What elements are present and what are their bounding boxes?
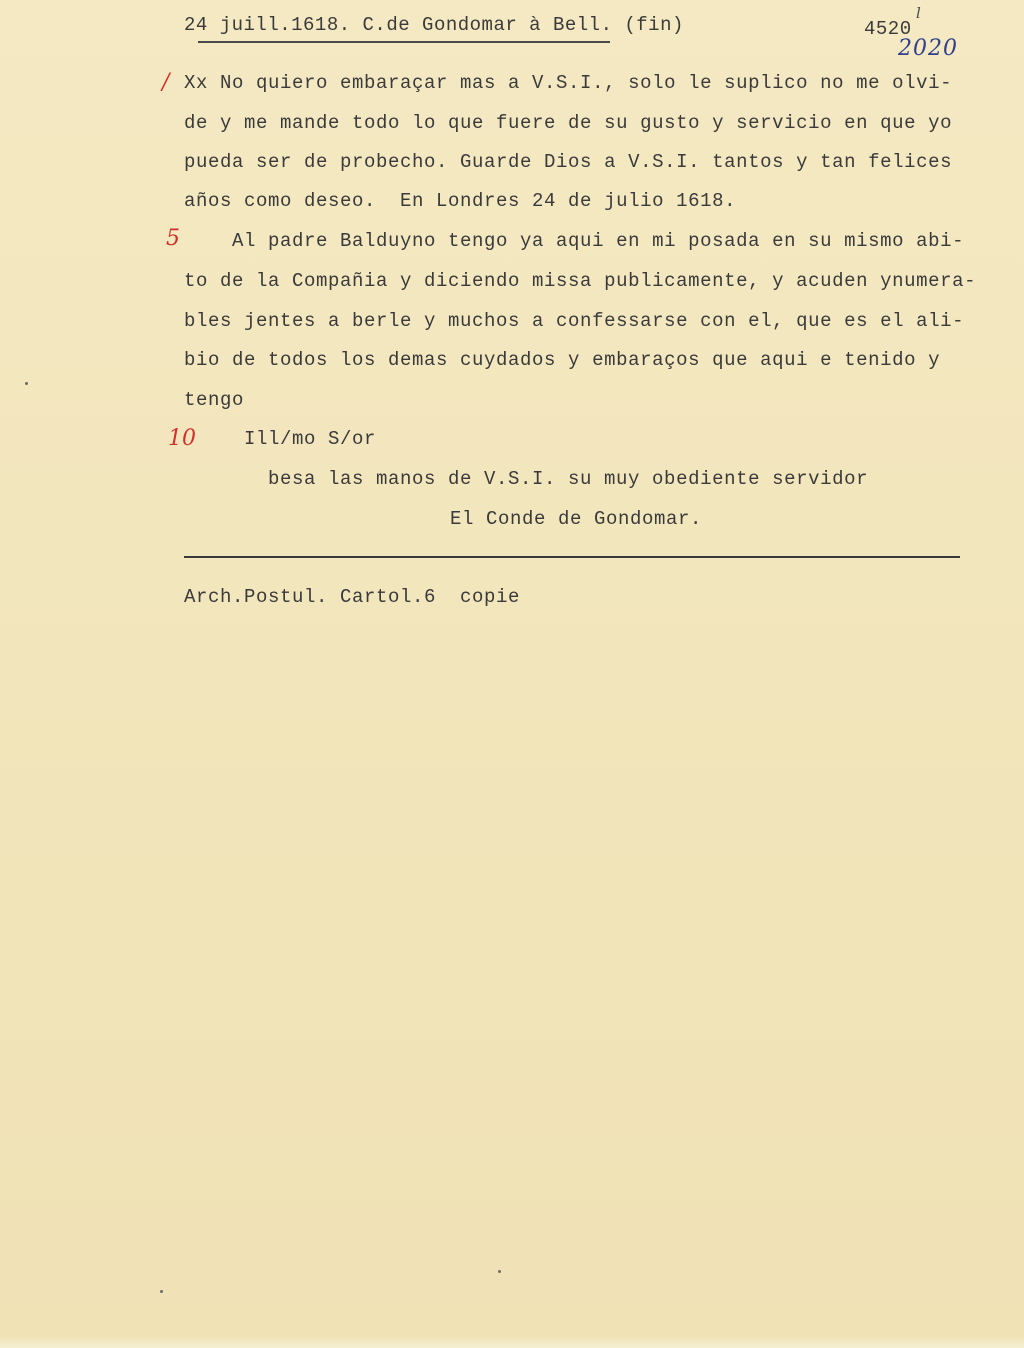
page-number: 4520 xyxy=(864,18,912,40)
text-line: Al padre Balduyno tengo ya aqui en mi posada en su mismo abi- xyxy=(184,230,965,252)
closing-line: besa las manos de V.S.I. su muy obediente servidor xyxy=(268,468,869,490)
document-header: 24 juill.1618. C.de Gondomar à Bell. (fin) xyxy=(184,14,684,36)
page-number-superscript: l xyxy=(916,4,921,22)
archive-reference: Arch.Postul. Cartol.6 copie xyxy=(184,586,521,608)
margin-mark-5: 5 xyxy=(166,226,180,251)
text-line: to de la Compañia y diciendo missa publicamente, y acuden ynumera- xyxy=(184,270,977,292)
text-line: años como deseo. En Londres 24 de julio 1618. xyxy=(184,190,737,212)
separator-rule xyxy=(184,556,960,558)
paper-speck xyxy=(160,1290,163,1293)
header-underline xyxy=(198,41,610,43)
text-line: bles jentes a berle y muchos a confessarse con el, que es el ali- xyxy=(184,310,965,332)
text-line: de y me mande todo lo que fuere de su gusto y servicio en que yo xyxy=(184,112,953,134)
text-line: pueda ser de probecho. Guarde Dios a V.S.I. tantos y tan felices xyxy=(184,151,953,173)
text-line: Xx No quiero embaraçar mas a V.S.I., solo le suplico no me olvi- xyxy=(184,72,953,94)
paper-speck xyxy=(498,1270,501,1273)
paper-speck xyxy=(25,382,28,385)
handwritten-page-number: 2020 xyxy=(898,36,958,61)
text-line: tengo xyxy=(184,389,245,411)
closing-salutation: Ill/mo S/or xyxy=(244,428,377,450)
text-line: bio de todos los demas cuydados y embaraços que aqui e tenido y xyxy=(184,349,941,371)
margin-mark-10: 10 xyxy=(168,426,196,451)
signature: El Conde de Gondomar. xyxy=(450,508,703,530)
margin-mark-1: / xyxy=(162,70,170,95)
